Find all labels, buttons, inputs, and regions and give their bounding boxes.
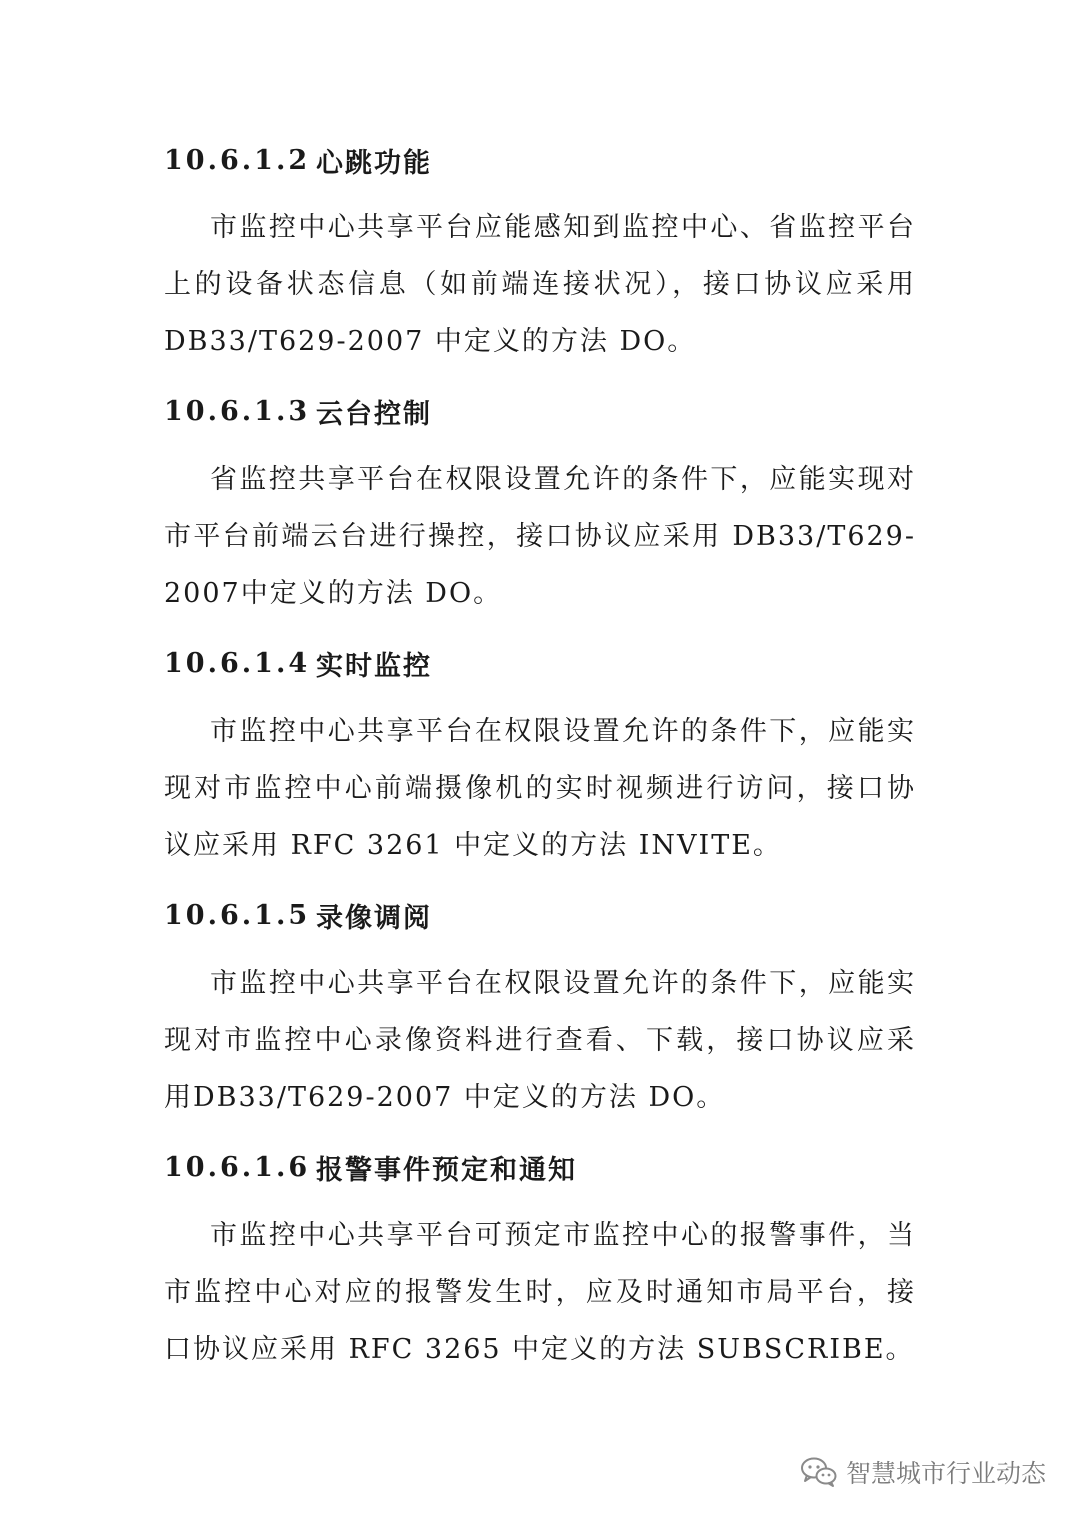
section-number: 10.6.1.3 xyxy=(164,395,311,427)
watermark-text: 智慧城市行业动态 xyxy=(845,1459,1046,1488)
section-body: 省监控共享平台在权限设置允许的条件下，应能实现对市平台前端云台进行操控，接口协议应采用 DB33/T629-2007中定义的方法 DO。 xyxy=(164,464,916,609)
section-body: 市监控中心共享平台在权限设置允许的条件下，应能实现对市监控中心前端摄像机的实时视频进行访问，接口协议应采用 RFC 3261 中定义的方法 INVITE。 xyxy=(164,716,916,861)
section-heading xyxy=(164,389,432,433)
section-title: 录像调阅 xyxy=(316,902,432,934)
section-title: 云台控制 xyxy=(316,398,432,430)
section-body: 市监控中心共享平台可预定市监控中心的报警事件，当市监控中心对应的报警发生时，应及时通知市局平台，接口协议应采用 RFC 3265 中定义的方法 SUBSCRIBE。 xyxy=(164,1220,916,1365)
source-watermark xyxy=(800,1452,1046,1492)
wechat-icon xyxy=(800,1456,838,1488)
section-heading xyxy=(164,138,432,182)
section-heading xyxy=(164,641,432,685)
section-body: 市监控中心共享平台在权限设置允许的条件下，应能实现对市监控中心录像资料进行查看、下载，接口协议应采用DB33/T629-2007 中定义的方法 DO。 xyxy=(164,968,916,1113)
section-title: 实时监控 xyxy=(316,650,432,682)
section-title: 报警事件预定和通知 xyxy=(316,1154,577,1186)
section-body: 市监控中心共享平台应能感知到监控中心、省监控平台上的设备状态信息（如前端连接状况），接口协议应采用DB33/T629-2007 中定义的方法 DO。 xyxy=(164,212,916,357)
section-number: 10.6.1.2 xyxy=(164,144,311,176)
section-number: 10.6.1.5 xyxy=(164,899,311,931)
section-title: 心跳功能 xyxy=(316,147,432,179)
section-heading xyxy=(164,1145,577,1189)
section-number: 10.6.1.6 xyxy=(164,1151,311,1183)
section-number: 10.6.1.4 xyxy=(164,647,311,679)
section-heading xyxy=(164,893,432,937)
